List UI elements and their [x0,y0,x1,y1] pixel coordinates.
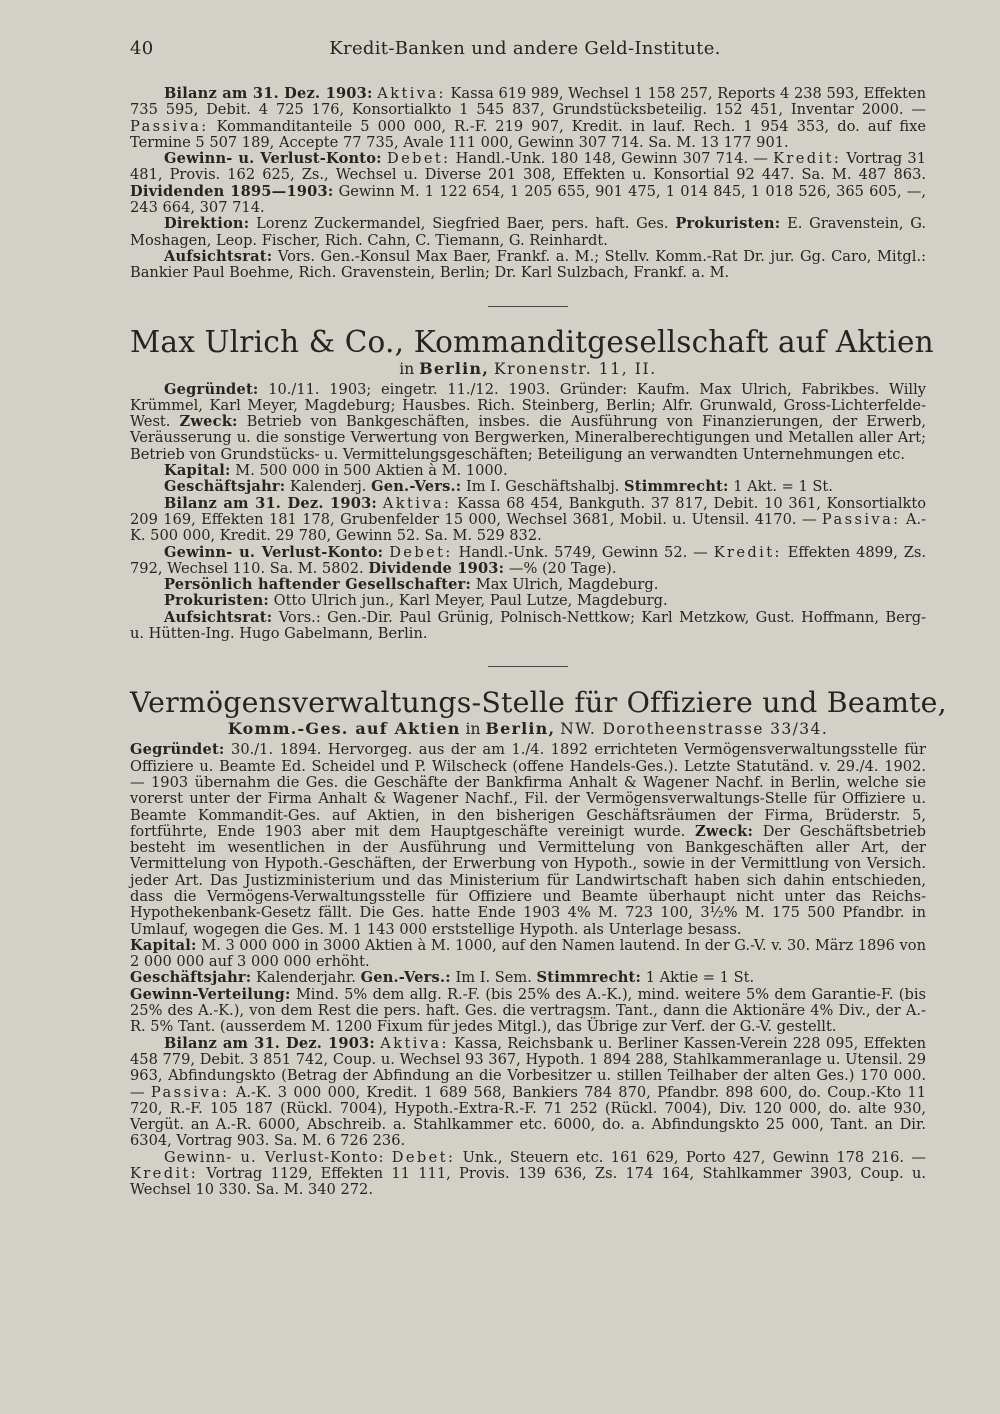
debit-text: Handl.-Unk. 5749, Gewinn 52. — [458,543,708,561]
purpose-label: Zweck: [179,413,238,431]
supervisory-board-paragraph [130,249,926,282]
founded-text: 10./11. 1903; eingetr. 11./12. 1903. Gründer: Kaufm. Max Ulrich, Fabrikbes. Willy Krümmel, Karl Meyer, Magdeburg; Hausbes. Rich. Steinberg, Berlin; Alfr. Grunwald, Gross-Lichterfelde-West. [130,380,927,431]
authorized-signatories-paragraph [130,593,926,609]
capital-label: Kapital: [130,936,197,954]
purpose-label: Zweck: [694,822,754,840]
voting-right-text: 1 Akt. = 1 St. [733,478,833,496]
balance-sheet-label: Bilanz am 31. Dez. 1903: [164,494,378,512]
general-meeting-text: Im I. Geschäftshalbj. [466,478,620,496]
supervisory-board-text: Vors.: Gen.-Dir. Paul Grünig, Polnisch-Nettkow; Karl Metzkow, Gust. Hoffmann, Berg- u. Hütten-Ing. Hugo Gabelmann, Berlin. [130,608,926,643]
founded-text: 30./1. 1894. Hervorgeg. aus der am 1./4. 1892 errichteten Vermögensverwaltungsstelle für Offiziere u. Beamte Ed. Scheidel und P. Wilscheck (offene Handels-Ges.). Letzte Statutänd. v. 29./4. 1902. — 1903 übernahm die Ges. die Geschäfte der Bankfirma Anhalt & Wagener Nachf. in Berlin, welche sie vorerst unter der Firma Anhalt & Wagener Nachf., Fil. der Vermögensverwaltungs-Stelle für Offiziere u. Beamte Kommandit-Ges. auf Aktien, in den bisherigen Geschäftsräumen der Firma, Brüderstr. 5, fortführte, Ende 1903 aber mit dem Hauptgeschäfte vereinigt wurde. [130,741,927,840]
page-content [130,85,947,1199]
credit-text: Vortrag 31 481, Provis. 162 625, Zs., Wechsel u. Diverse 201 308, Effekten u. Konsortial 92 447. Sa. M. 487 863. [130,150,926,184]
balance-sheet-label: Bilanz am 31. Dez. 1903: [164,1034,375,1052]
entry-vermoegensverwaltung [130,686,947,1199]
balance-sheet-paragraph [130,86,926,151]
balance-sheet-label: Bilanz am 31. Dez. 1903: [164,85,373,102]
dividend-label: Dividende 1903: [368,559,505,577]
founded-paragraph [130,742,926,938]
firm-legal-form: Komm.-Ges. auf Aktien [227,719,461,739]
firm-subtitle [130,720,926,738]
running-header [130,38,920,66]
firm-title: Vermögensverwaltungs-Stelle für Offiziere und Beamte, [130,686,947,720]
general-meeting-label: Gen.-Vers.: [371,478,462,496]
general-meeting-label: Gen.-Vers.: [360,969,451,987]
firm-address: NW. Dorotheenstrasse 33/34. [560,720,829,739]
capital-text: M. 3 000 000 in 3000 Aktien à M. 1000, auf den Namen lautend. In der G.-V. v. 30. März 1896 von 2 000 000 auf 3 000 000 erhöht. [130,936,926,971]
purpose-text: Der Geschäftsbetrieb besteht im wesentlichen in der Ausführung und Vermittelung von Bankgeschäften aller Art, der Vermittelung von Hypoth.-Geschäften, der Erwerbung von Hypoth., sowie in der Vermittlung von Versich. jeder Art. Das Justizministerium und das Ministerium für Landwirtschaft haben sich dahin entschieden, dass die Vermögens-Verwaltungsstelle für Offiziere und Beamte überhaupt nicht unter das Reichs-Hypothekenbank-Gesetz fällt. Die Ges. hatte Ende 1903 4% M. 723 100, 3½% M. 175 500 Pfandbr. in Umlauf, wogegen die Ges. M. 1 143 000 erststellige Hypoth. als Unterlage besass. [130,822,926,938]
debit-text: Unk., Steuern etc. 161 629, Porto 427, Gewinn 178 216. — [462,1148,927,1166]
founded-label: Gegründet: [130,741,225,759]
dividends-label: Dividenden 1895—1903: [130,182,334,200]
supervisory-board-text: Vors. Gen.-Konsul Max Baer, Frankf. a. M.; Stellv. Komm.-Rat Dr. jur. Gg. Caro, Mitgl.: Bankier Paul Boehme, Rich. Gravenstein, Berlin; Dr. Karl Sulzbach, Frankf. a. M. [130,247,926,282]
firm-city: Berlin, [485,719,556,739]
assets-text: Kassa 68 454, Bankguth. 37 817, Debit. 10 361, Konsortialkto 209 169, Effekten 181 178, Grubenfelder 15 000, Wechsel 3681, Mobil. u. Utensil. 4170. — [130,494,927,528]
liabilities-label: Passiva: [821,510,901,528]
assets-text: Kassa 619 989, Wechsel 1 158 257, Reports 4 238 593, Effekten 735 595, Debit. 4 725 176, Konsortialkto 1 545 837, Grundstücksbeteilig. 152 451, Inventar 2000. — [130,85,927,119]
profit-loss-paragraph [130,545,926,578]
capital-paragraph [130,938,926,971]
fiscal-year-text: Kalenderjahr. [256,969,356,987]
liabilities-text: A.-K. 3 000 000, Kredit. 1 689 568, Bankiers 784 870, Pfandbr. 898 600, do. Coup.-Kto 11 720, R.-F. 105 187 (Rückl. 7004), Hypoth.-Extra-R.-F. 71 252 (Rückl. 7004), Div. 120 000, do. alte 930, Vergüt. an A.-R. 6000, Abschreib. a. Stahlkammer etc. 6000, do. a. Abfindungskto 25 000, Tant. an Dir. 6304, Vortrag 903. Sa. M. 6 726 236. [130,1083,927,1150]
debit-label: Debet: [389,543,453,561]
fiscal-year-text: Kalenderj. [290,478,367,496]
firm-sub-prefix: in [465,720,481,739]
supervisory-board-label: Aufsichtsrat: [164,247,273,265]
liabilities-label: Passiva: [130,117,209,135]
credit-text: Effekten 4899, Zs. 792, Wechsel 110. Sa. M. 5802. [130,543,927,577]
credit-label: Kredit: [130,1165,199,1183]
general-partner-text: Max Ulrich, Magdeburg. [475,576,659,594]
balance-sheet-paragraph [130,1036,926,1150]
assets-label: Aktiva: [382,494,452,512]
profit-loss-paragraph [130,1150,926,1199]
profit-loss-label: Gewinn- u. Verlust-Konto: [164,150,382,168]
founded-paragraph [130,382,926,463]
debit-text: Handl.-Unk. 180 148, Gewinn 307 714. — [455,150,768,168]
voting-right-label: Stimmrecht: [536,969,642,987]
fiscal-year-label: Geschäftsjahr: [164,478,286,496]
general-partner-label: Persönlich haftender Gesellschafter: [164,576,472,594]
debit-label: Debet: [391,1148,456,1166]
supervisory-board-label: Aufsichtsrat: [164,608,273,626]
section-divider [488,306,568,307]
general-meeting-text: Im I. Sem. [455,969,532,987]
management-paragraph [130,216,926,249]
assets-label: Aktiva: [377,85,446,102]
page-number: 40 [130,38,154,59]
credit-text: Vortrag 1129, Effekten 11 111, Provis. 139 636, Zs. 174 164, Stahlkammer 3903, Coup. u. Wechsel 10 330. Sa. M. 340 272. [130,1165,927,1199]
profit-loss-label: Gewinn- u. Verlust-Konto: [164,1148,385,1166]
authorized-signatories-label: Prokuristen: [675,215,781,233]
capital-text: M. 500 000 in 500 Aktien à M. 1000. [235,462,508,480]
purpose-text: Betrieb von Bankgeschäften, insbes. die Ausführung von Finanzierungen, der Erwerb, Veräusserung u. die sonstige Verwertung von Bergwerken, Mineralberechtigungen und Metallen aller Art; Betrieb von Grundstücks- u. Vermittelungsgeschäften; Beteiligung an verwandten Unternehmungen etc. [130,413,927,463]
dividends-text: Gewinn M. 1 122 654, 1 205 655, 901 475, 1 014 845, 1 018 526, 365 605, —, 243 664, 307 714. [130,182,926,217]
assets-label: Aktiva: [380,1034,449,1052]
debit-label: Debet: [386,150,451,168]
firm-subtitle [130,360,926,378]
profit-loss-paragraph [130,151,926,216]
balance-sheet-paragraph [130,496,926,545]
profit-distribution-text: Mind. 5% dem allg. R.-F. (bis 25% des A.-K.), mind. weitere 5% dem Garantie-F. (bis 25% des A.-K.), von dem Rest die pers. haft. Ges. die vertragsm. Tant., dann die Aktionäre 4% Div., der A.-R. 5% Tant. (ausserdem M. 1200 Fixum für jedes Mitgl.), das Übrige zur Verf. der G.-V. gestellt. [130,985,927,1036]
capital-label: Kapital: [164,462,231,480]
profit-distribution-label: Gewinn-Verteilung: [130,985,291,1003]
dividend-text: —% (20 Tage). [508,559,617,577]
firm-city: Berlin, [419,358,490,378]
authorized-signatories-label: Prokuristen: [164,592,269,610]
firm-title: Max Ulrich & Co., Kommanditgesellschaft auf Aktien [130,324,934,359]
firm-sub-prefix: in [399,359,415,378]
firm-address: Kronenstr. 11, II. [493,359,657,378]
liabilities-label: Passiva: [150,1083,230,1101]
fiscal-year-paragraph [130,970,926,986]
section-divider [488,666,568,667]
credit-label: Kredit: [713,543,782,561]
capital-paragraph [130,463,926,479]
running-title: Kredit-Banken und andere Geld-Institute. [329,38,721,59]
supervisory-board-paragraph [130,610,926,643]
management-text: Lorenz Zuckermandel, Siegfried Baer, pers. haft. Ges. [256,215,669,233]
founded-label: Gegründet: [164,380,259,398]
profit-distribution-paragraph [130,987,926,1036]
voting-right-text: 1 Aktie = 1 St. [645,969,755,987]
liabilities-text: A.-K. 500 000, Kredit. 29 780, Gewinn 52. Sa. M. 529 832. [130,510,927,545]
entry-max-ulrich [130,324,934,643]
fiscal-year-label: Geschäftsjahr: [130,969,252,987]
credit-label: Kredit: [773,150,842,168]
fiscal-year-paragraph [130,479,926,495]
assets-text: Kassa, Reichsbank u. Berliner Kassen-Verein 228 095, Effekten 458 779, Debit. 3 851 742, Coup. u. Wechsel 93 367, Hypoth. 1 894 288, Stahlkammeranlage u. Utensil. 29 963, Abfindungskto (Betrag der Abfindung an die Vorbesitzer u. stillen Teilhaber der alten Ges.) 170 000. — [130,1034,926,1101]
liabilities-text: Kommanditanteile 5 000 000, R.-F. 219 907, Kredit. in lauf. Rech. 1 954 353, do. auf fixe Termine 5 507 189, Accepte 77 735, Avale 111 000, Gewinn 307 714. Sa. M. 13 177 901. [130,117,926,151]
voting-right-label: Stimmrecht: [624,478,729,496]
management-label: Direktion: [164,215,250,233]
general-partner-paragraph [130,577,926,593]
authorized-signatories-text: Otto Ulrich jun., Karl Meyer, Paul Lutze, Magdeburg. [273,592,668,610]
entry-continued [130,86,926,282]
authorized-signatories-text: E. Gravenstein, G. Moshagen, Leop. Fischer, Rich. Cahn, C. Tiemann, G. Reinhardt. [130,215,927,249]
profit-loss-label: Gewinn- u. Verlust-Konto: [164,543,384,561]
